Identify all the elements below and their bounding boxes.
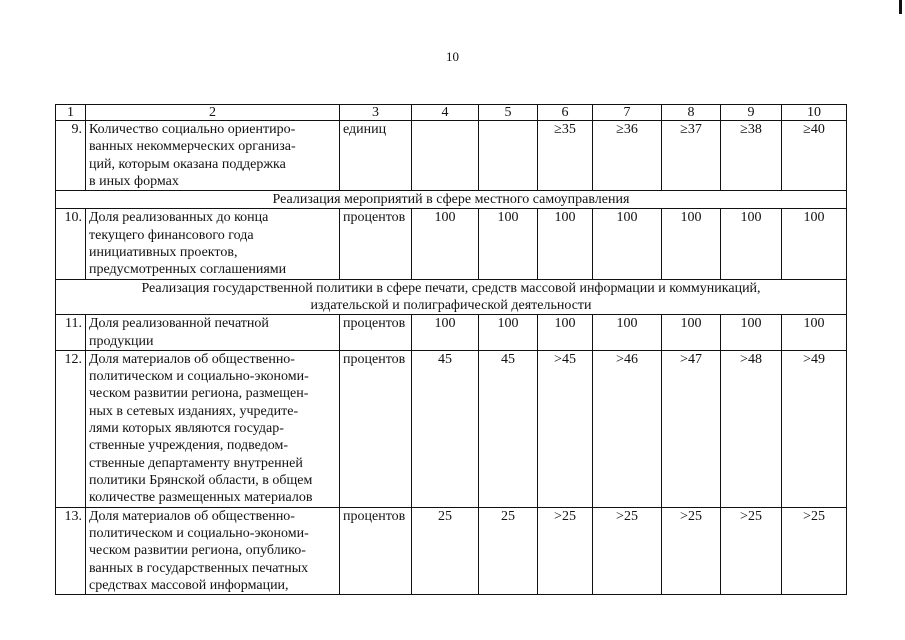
page-number: 10 [446, 49, 459, 64]
value-cell: 45 [412, 350, 479, 507]
value-cell: 100 [593, 209, 662, 279]
value-cell: 100 [782, 315, 847, 351]
indicators-table [55, 104, 847, 595]
value-cell: 100 [412, 209, 479, 279]
column-header: 6 [538, 105, 593, 121]
indicator-name: Доля материалов об общественно- политическом и социально-экономи- ческом развитии региона, опублико- ванных в государственных печатных средствах массовой информации, [86, 507, 340, 594]
value-cell: >46 [593, 350, 662, 507]
value-cell: >45 [538, 350, 593, 507]
value-cell: 100 [412, 315, 479, 351]
value-cell [479, 121, 538, 191]
value-cell: 25 [479, 507, 538, 594]
row-number: 13. [56, 507, 86, 594]
value-cell: 100 [662, 315, 721, 351]
section-title: Реализация мероприятий в сфере местного самоуправления [56, 191, 847, 209]
value-cell: >25 [782, 507, 847, 594]
indicator-name: Доля реализованных до конца текущего финансового года инициативных проектов, предусмотренных соглашениями [86, 209, 340, 279]
value-cell: >25 [593, 507, 662, 594]
table-row [56, 350, 847, 507]
value-cell [412, 121, 479, 191]
unit-cell: процентов [340, 507, 412, 594]
column-header: 1 [56, 105, 86, 121]
column-header: 7 [593, 105, 662, 121]
indicator-name: Доля материалов об общественно- политическом и социально-экономи- ческом развитии региона, размещен- ных в сетевых изданиях, учредите- лями которых являются государ- ственные учреждения, подведом- ственные департаменту внутренней политики Брянской области, в общем количестве размещенных материалов [86, 350, 340, 507]
value-cell: >25 [721, 507, 782, 594]
unit-cell: процентов [340, 209, 412, 279]
row-number: 9. [56, 121, 86, 191]
value-cell: >25 [662, 507, 721, 594]
value-cell: 100 [593, 315, 662, 351]
value-cell: >25 [538, 507, 593, 594]
table-row [56, 315, 847, 351]
value-cell: >47 [662, 350, 721, 507]
scan-edge-mark [899, 0, 902, 14]
value-cell: ≥38 [721, 121, 782, 191]
column-header: 10 [782, 105, 847, 121]
value-cell: 45 [479, 350, 538, 507]
column-header: 2 [86, 105, 340, 121]
column-header: 9 [721, 105, 782, 121]
table-row [56, 209, 847, 279]
unit-cell: процентов [340, 315, 412, 351]
value-cell: 100 [662, 209, 721, 279]
value-cell: >49 [782, 350, 847, 507]
value-cell: 25 [412, 507, 479, 594]
column-header: 8 [662, 105, 721, 121]
table-row [56, 121, 847, 191]
section-title: Реализация государственной политики в сфере печати, средств массовой информации и коммуникаций, издательской и полиграфической деятельности [56, 279, 847, 315]
value-cell: >48 [721, 350, 782, 507]
value-cell: 100 [538, 209, 593, 279]
value-cell: 100 [782, 209, 847, 279]
value-cell: 100 [721, 209, 782, 279]
table-header-row [56, 105, 847, 121]
column-header: 4 [412, 105, 479, 121]
value-cell: 100 [538, 315, 593, 351]
unit-cell: процентов [340, 350, 412, 507]
value-cell: ≥40 [782, 121, 847, 191]
section-row [56, 191, 847, 209]
unit-cell: единиц [340, 121, 412, 191]
row-number: 12. [56, 350, 86, 507]
indicator-name: Количество социально ориентиро- ванных некоммерческих организа- ций, которым оказана поддержка в иных формах [86, 121, 340, 191]
value-cell: ≥36 [593, 121, 662, 191]
value-cell: ≥37 [662, 121, 721, 191]
row-number: 11. [56, 315, 86, 351]
column-header: 5 [479, 105, 538, 121]
value-cell: 100 [721, 315, 782, 351]
value-cell: 100 [479, 209, 538, 279]
table-row [56, 507, 847, 594]
value-cell: ≥35 [538, 121, 593, 191]
section-row [56, 279, 847, 315]
indicator-name: Доля реализованной печатной продукции [86, 315, 340, 351]
row-number: 10. [56, 209, 86, 279]
value-cell: 100 [479, 315, 538, 351]
column-header: 3 [340, 105, 412, 121]
